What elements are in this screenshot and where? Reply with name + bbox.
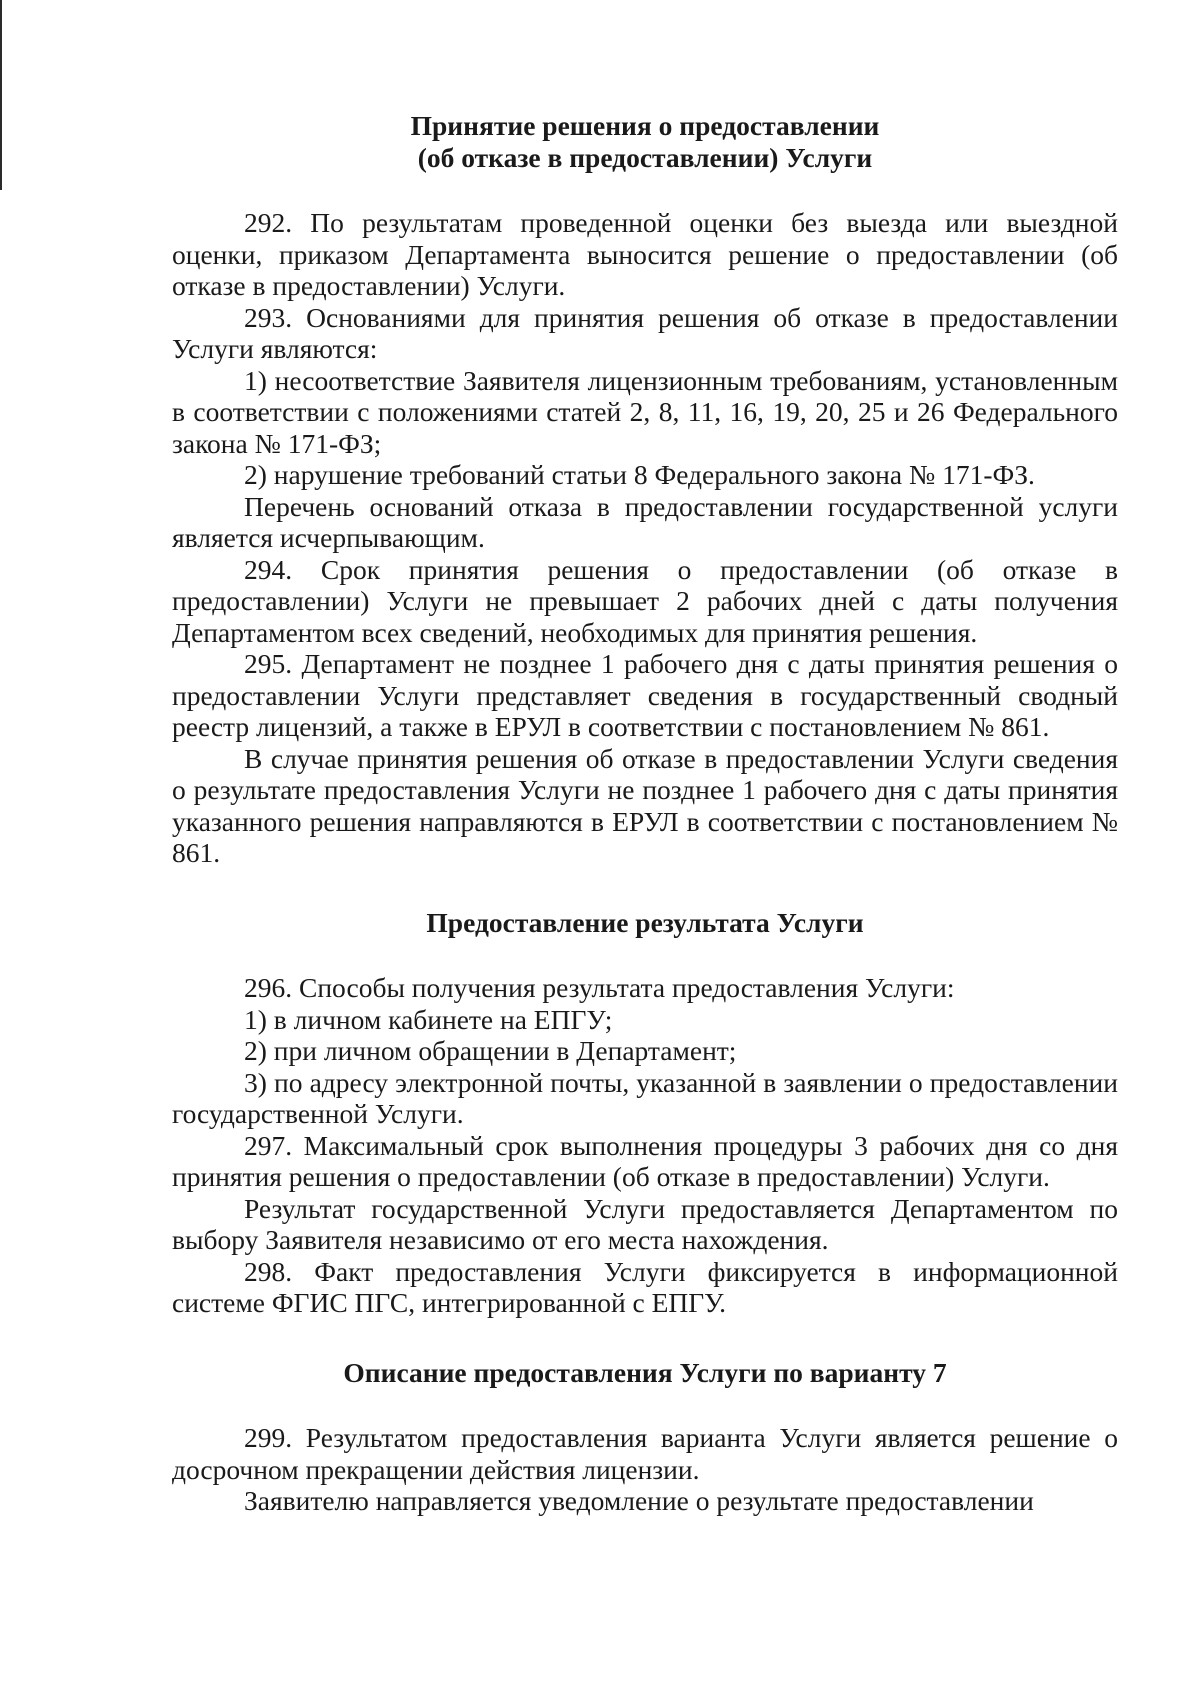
paragraph-result-delivery: Результат государственной Услуги предоставляется Департаментом по выбору Заявителя независимо от его места нахождения.: [172, 1192, 1118, 1255]
paragraph-refusal-erul: В случае принятия решения об отказе в предоставлении Услуги сведения о результате предоставления Услуги не позднее 1 рабочего дня с даты принятия указанного решения направляются в ЕРУЛ в соответствии с постановлением № 861.: [172, 742, 1118, 868]
list-item-293-1: 1) несоответствие Заявителя лицензионным требованиям, установленным в соответствии с положениями статей 2, 8, 11, 16, 19, 20, 25 и 26 Федерального закона № 171-ФЗ;: [172, 364, 1118, 459]
section-title-line: Описание предоставления Услуги по варианту 7: [343, 1356, 947, 1388]
paragraph-295: 295. Департамент не позднее 1 рабочего дня с даты принятия решения о предоставлении Услуги представляет сведения в государственный сводный реестр лицензий, а также в ЕРУЛ в соответствии с постановлением № 861.: [172, 648, 1118, 742]
section-title-variant-7: [172, 1357, 1118, 1389]
scan-edge-mark: [0, 0, 2, 190]
section-title-line: Предоставление результата Услуги: [426, 906, 864, 938]
paragraph-notification: Заявителю направляется уведомление о результате предоставлении: [244, 1485, 1034, 1516]
paragraph-297: 297. Максимальный срок выполнения процедуры 3 рабочих дня со дня принятия решения о предоставлении (об отказе в предоставлении) Услуги.: [172, 1129, 1118, 1192]
paragraph-299: 299. Результатом предоставления варианта Услуги является решение о досрочном прекращении действия лицензии.: [172, 1422, 1118, 1485]
list-item-296-1: 1) в личном кабинете на ЕПГУ;: [244, 1003, 613, 1035]
paragraph-exhaustive-list: Перечень оснований отказа в предоставлении государственной услуги является исчерпывающим.: [172, 490, 1118, 553]
list-item-296-2: 2) при личном обращении в Департамент;: [244, 1035, 737, 1066]
section-title-result: [172, 907, 1118, 939]
list-item-296-3: 3) по адресу электронной почты, указанной в заявлении о предоставлении государственной Услуги.: [172, 1066, 1118, 1129]
section-title-decision: [172, 110, 1118, 173]
document-body: [172, 110, 1118, 1517]
paragraph-294: 294. Срок принятия решения о предоставлении (об отказе в предоставлении) Услуги не превышает 2 рабочих дней с даты получения Департаментом всех сведений, необходимых для принятия решения.: [172, 553, 1118, 648]
section-title-line: Принятие решения о предоставлении: [410, 110, 880, 141]
list-item-293-2: 2) нарушение требований статьи 8 Федерального закона № 171-ФЗ.: [244, 459, 1035, 490]
paragraph-298: 298. Факт предоставления Услуги фиксируется в информационной системе ФГИС ПГС, интегрированной с ЕПГУ.: [172, 1255, 1118, 1318]
paragraph-296: 296. Способы получения результата предоставления Услуги:: [244, 972, 955, 1003]
paragraph-293: 293. Основаниями для принятия решения об отказе в предоставлении Услуги являются:: [172, 301, 1118, 364]
section-title-line: (об отказе в предоставлении) Услуги: [417, 141, 873, 173]
paragraph-292: 292. По результатам проведенной оценки без выезда или выездной оценки, приказом Департамента выносится решение о предоставлении (об отказе в предоставлении) Услуги.: [172, 207, 1118, 301]
